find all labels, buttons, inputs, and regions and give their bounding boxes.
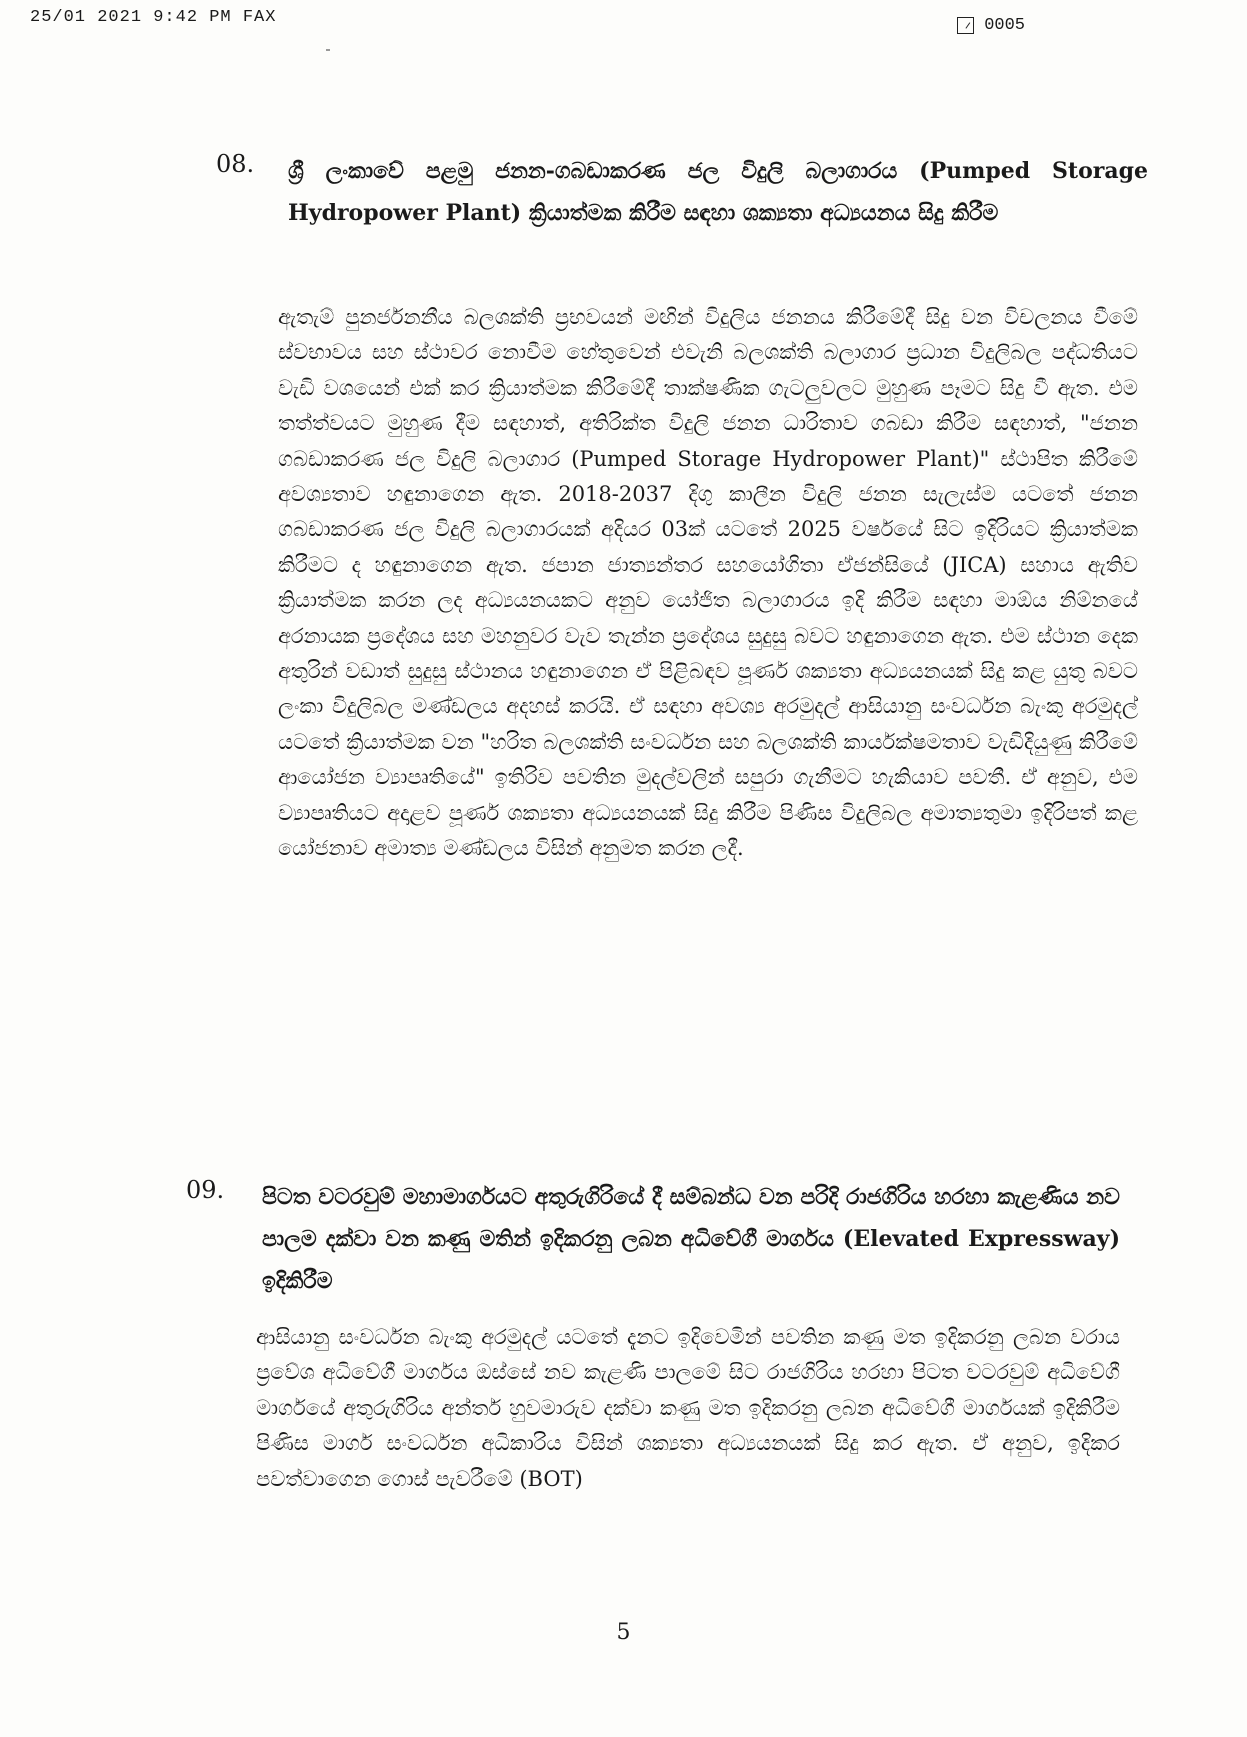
item-09-body: ආසියානු සංවර්ධන බැංකු අරමුදල් යටතේ දැනට ඉදිවෙමින් පවතින කණු මත ඉදිකරනු ලබන වරාය ප්‍රවේශ අධිවේගී මාර්ගය ඔස්සේ නව කැළණි පාලමේ සිට රාජගිරිය හරහා පිටත වටරවුම් අධිවේගී මාර්ගයේ අතුරුගිරිය අන්තර් හුවමාරුව දක්වා කණු මත ඉදිකරනු ලබන අධිවේගී මාර්ගයක් ඉදිකිරීම පිණිස මාර්ග සංවර්ධන අධිකාරිය විසින් ශක්‍යතා අධ්‍යයනයක් සිදු කර ඇත. ඒ අනුව, ඉදිකර පවත්වාගෙන ගොස් පැවරීමේ (BOT) xyxy=(256,1325,1120,1491)
item-09-number: 09. xyxy=(186,1176,225,1204)
fax-header: 25/01 2021 9:42 PM FAX xyxy=(30,8,277,27)
fax-checkbox-icon xyxy=(957,17,974,34)
item-09-title: පිටත වටරවුම් මහාමාර්ගයට අතුරුගිරියේ දී සම්බන්ධ වන පරිදි රාජගිරිය හරහා කැළණිය නව පාලම දක්වා වන කණු මතින් ඉදිකරනු ලබන අධිවේගී මාර්ගය (Elevated Expressway) ඉදිකිරීම xyxy=(262,1184,1120,1294)
fax-page-code: 0005 xyxy=(984,16,1025,35)
item-08-number: 08. xyxy=(216,150,255,178)
item-08-body: ඇතැම් පුනර්ජනනීය බලශක්ති ප්‍රභවයන් මඟින් විදුලිය ජනනය කිරීමේදී සිදු වන විචලනය වීමේ ස්වභාවය සහ ස්ථාවර නොවීම හේතුවෙන් එවැනි බලශක්ති බලාගාර ප්‍රධාන විදුලිබල පද්ධතියට වැඩි වශයෙන් එක් කර ක්‍රියාත්මක කිරීමේදී තාක්ෂණික ගැටලුවලට මුහුණ පෑමට සිදු වී ඇත. එම තත්ත්වයට මුහුණ දීම සඳහාත්, අතිරික්ත විදුලි ජනන ධාරිතාව ගබඩා කිරීම සඳහාත්, "ජනන ගබඩාකරණ ජල විදුලි බලාගාර (Pumped Storage Hydropower Plant)" ස්ථාපිත කිරීමේ අවශ්‍යතාව හඳුනාගෙන ඇත. 2018-2037 දිගු කාලීන විදුලි ජනන සැලැස්ම යටතේ ජනන ගබඩාකරණ ජල විදුලි බලාගාරයක් අදියර 03ක් යටතේ 2025 වර්ෂයේ සිට ඉදිරියට ක්‍රියාත්මක කිරීමට ද හඳුනාගෙන ඇත. ජපාන ජාත්‍යන්තර සහයෝගිතා ඒජන්සියේ (JICA) සහාය ඇතිව ක්‍රියාත්මක කරන ලද අධ්‍යයනයකට අනුව යෝජිත බලාගාරය ඉදි කිරීම සඳහා මාඕය නිම්නයේ අරනායක ප්‍රදේශය සහ මහනුවර වැව තැන්න ප්‍රදේශය සුදුසු බවට හඳුනාගෙන ඇත. එම ස්ථාන දෙක අතුරින් වඩාත් සුදුසු ස්ථානය හඳුනාගෙන ඒ පිළිබඳව පූර්ණ ශක්‍යතා අධ්‍යයනයක් සිදු කළ යුතු බවට ලංකා විදුලිබල මණ්ඩලය අදහස් කරයි. ඒ සඳහා අවශ්‍ය අරමුදල් ආසියානු සංවර්ධන බැංකු අරමුදල් යටතේ ක්‍රියාත්මක වන "හරිත බලශක්ති සංවර්ධන සහ බලශක්ති කාර්යක්ෂමතාව වැඩිදියුණු කිරීමේ ආයෝජන ව්‍යාපෘතියේ" ඉතිරිව පවතින මුදල්වලින් සපුරා ගැනීමට හැකියාව පවතී. ඒ අනුව, එම ව්‍යාපෘතියට අදාළව පූර්ණ ශක්‍යතා අධ්‍යයනයක් සිදු කිරීම පිණිස විදුලිබල අමාත්‍යතුමා ඉදිරිපත් කළ යෝජනාව අමාත්‍ය මණ්ඩලය විසින් අනුමත කරන ලදී. xyxy=(278,305,1138,861)
scan-speck xyxy=(326,49,330,51)
page-number: 5 xyxy=(616,1620,631,1645)
fax-page-indicator xyxy=(957,16,1025,35)
item-08-title: ශ්‍රී ලංකාවේ පළමු ජනන-ගබඩාකරණ ජල විදුලි බලාගාරය (Pumped Storage Hydropower Plant) ක්‍රියාත්මක කිරීම සඳහා ශක්‍යතා අධ්‍යයනය සිදු කිරීම xyxy=(288,158,1148,226)
